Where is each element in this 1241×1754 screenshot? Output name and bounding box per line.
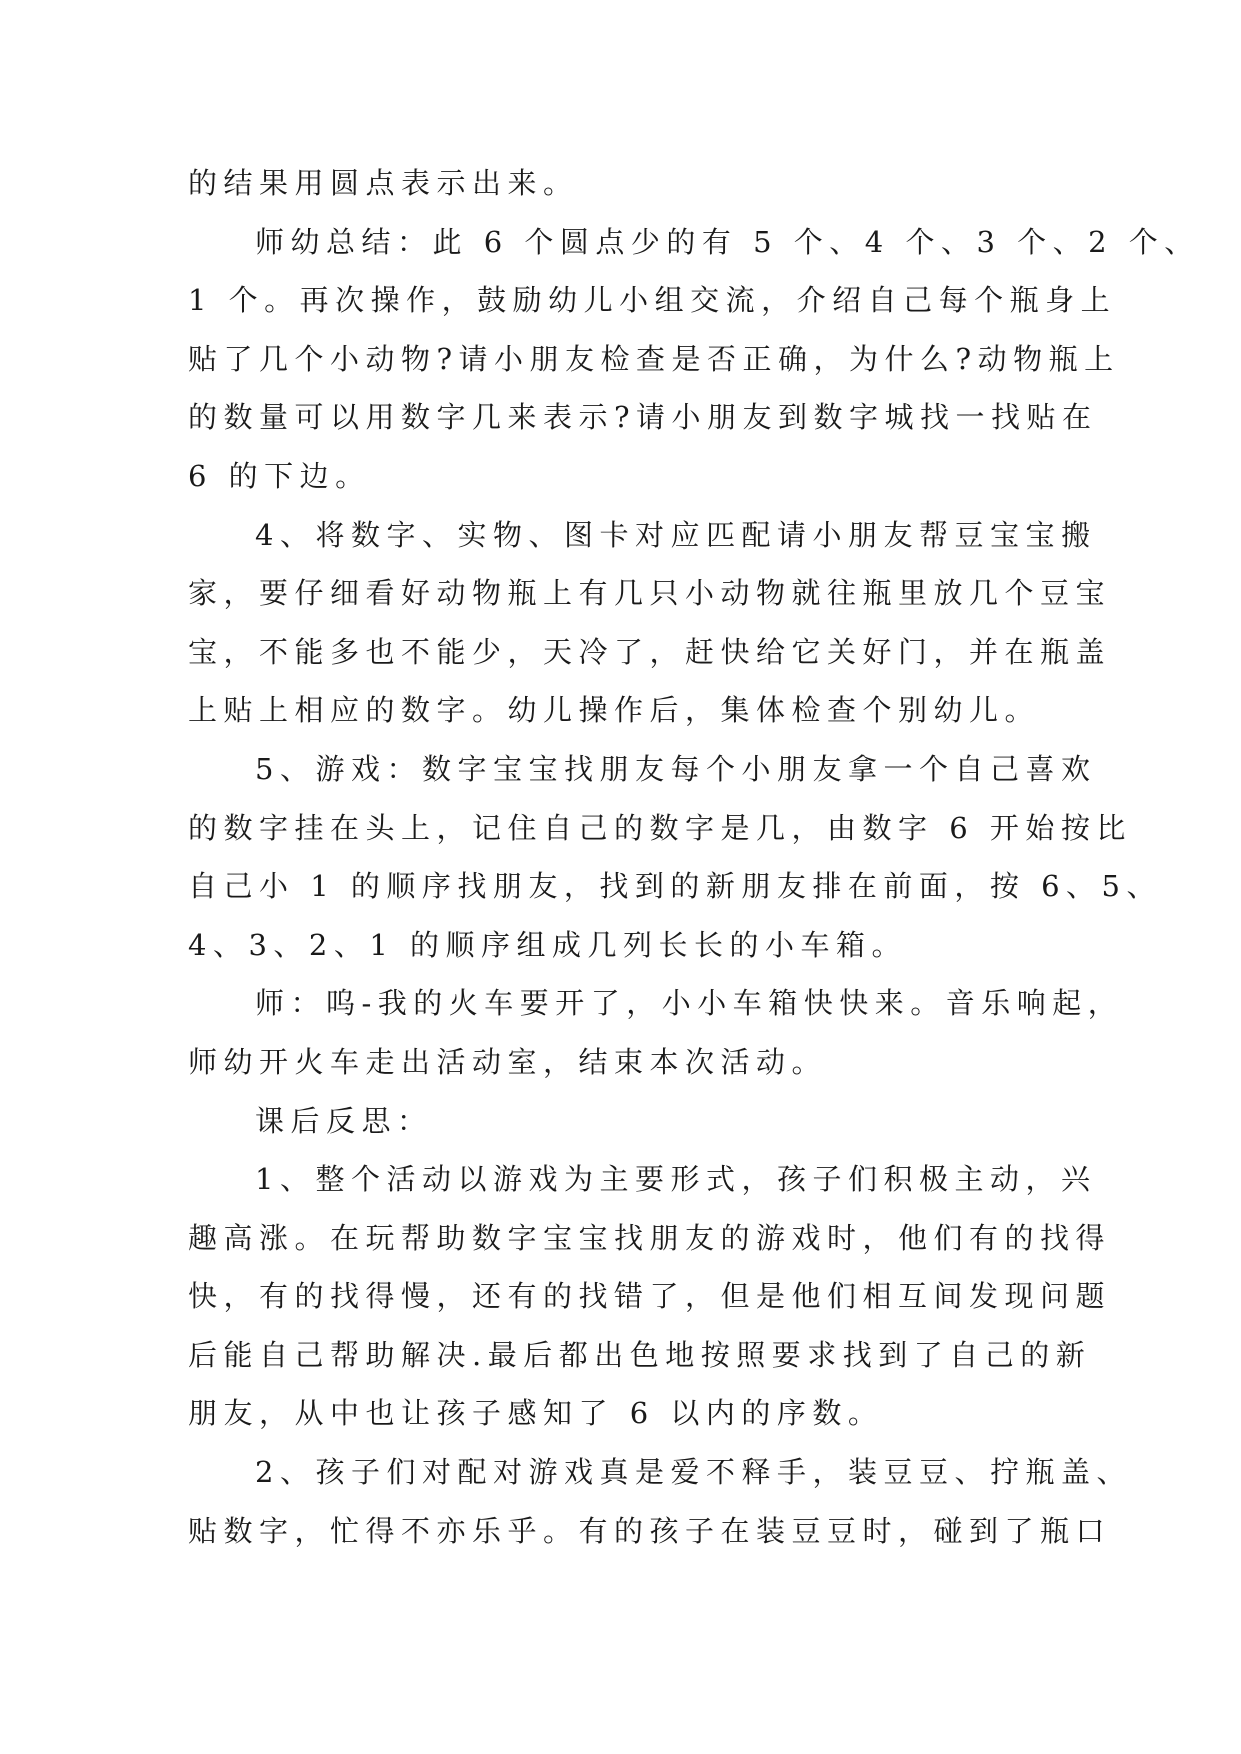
paragraph-step-4 (188, 506, 1112, 740)
text-line: 后能自己帮助解决.最后都出色地按照要求找到了自己的新 (188, 1337, 1092, 1372)
text-line: 贴了几个小动物?请小朋友检查是否正确，为什么?动物瓶上 (188, 341, 1120, 376)
text-line: 贴数字，忙得不亦乐乎。有的孩子在装豆豆时，碰到了瓶口 (188, 1513, 1112, 1548)
text-line: 师幼总结：此 6 个圆点少的有 5 个、4 个、3 个、2 个、 (255, 224, 1200, 259)
text-line: 快，有的找得慢，还有的找错了，但是他们相互间发现问题 (188, 1279, 1112, 1314)
text-line: 5、游戏：数字宝宝找朋友每个小朋友拿一个自己喜欢 (255, 751, 1097, 786)
text-line: 上贴上相应的数字。幼儿操作后，集体检查个别幼儿。 (188, 693, 1041, 728)
text-line: 课后反思： (255, 1103, 433, 1138)
text-line: 的数量可以用数字几来表示?请小朋友到数字城找一找贴在 (188, 400, 1098, 435)
section-heading-reflection (188, 1092, 1068, 1151)
paragraph-intro-continuation (188, 154, 1068, 213)
text-line: 1、整个活动以游戏为主要形式，孩子们积极主动，兴 (255, 1162, 1097, 1197)
paragraph-reflection-1 (188, 1150, 1112, 1443)
text-line: 的结果用圆点表示出来。 (188, 166, 579, 200)
text-line: 师幼开火车走出活动室，结束本次活动。 (188, 1044, 828, 1079)
paragraph-step-5-game (188, 740, 1163, 974)
text-line: 2、孩子们对配对游戏真是爱不释手，装豆豆、拧瓶盖、 (255, 1455, 1132, 1490)
text-line: 趣高涨。在玩帮助数字宝宝找朋友的游戏时，他们有的找得 (188, 1220, 1112, 1255)
paragraph-train-ending (188, 974, 1124, 1091)
text-line: 家，要仔细看好动物瓶上有几只小动物就往瓶里放几个豆宝 (188, 576, 1112, 611)
text-line: 4、3、2、1 的顺序组成几列长长的小车箱。 (188, 927, 908, 962)
text-line: 师：呜-我的火车要开了，小小车箱快快来。音乐响起， (255, 986, 1124, 1021)
text-line: 6 的下边。 (188, 458, 371, 493)
document-body (188, 154, 1200, 1560)
paragraph-teacher-summary (188, 213, 1200, 506)
paragraph-reflection-2 (188, 1443, 1132, 1560)
text-line: 的数字挂在头上，记住自己的数字是几，由数字 6 开始按比 (188, 810, 1132, 845)
text-line: 4、将数字、实物、图卡对应匹配请小朋友帮豆宝宝搬 (255, 517, 1097, 552)
text-line: 朋友，从中也让孩子感知了 6 以内的序数。 (188, 1396, 884, 1431)
text-line: 自己小 1 的顺序找朋友，找到的新朋友排在前面，按 6、5、 (188, 869, 1163, 904)
text-line: 1 个。再次操作，鼓励幼儿小组交流，介绍自己每个瓶身上 (188, 283, 1117, 318)
text-line: 宝，不能多也不能少，天冷了，赶快给它关好门，并在瓶盖 (188, 634, 1112, 669)
